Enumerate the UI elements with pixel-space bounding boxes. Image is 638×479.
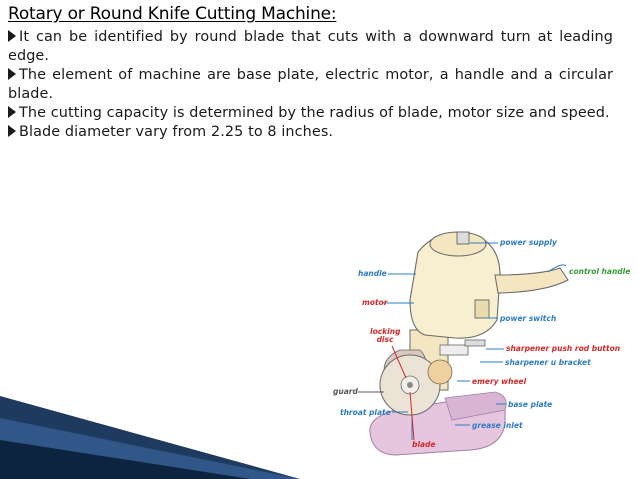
bullet-text: The cutting capacity is determined by the radius of blade, motor size and speed. bbox=[19, 105, 610, 121]
label-control-handle: control handle bbox=[569, 267, 631, 276]
label-base-plate: base plate bbox=[508, 400, 553, 409]
label-power-switch: power switch bbox=[500, 314, 557, 323]
label-throat-plate: throat plate bbox=[340, 408, 391, 417]
label-grease-inlet: grease inlet bbox=[472, 421, 523, 430]
label-locking-disc: locking disc bbox=[370, 327, 401, 344]
label-sharpener-push-rod-button: sharpener push rod button bbox=[506, 344, 621, 353]
label-blade: blade bbox=[412, 440, 436, 449]
label-sharpener-u-bracket: sharpener u bracket bbox=[505, 358, 591, 367]
bullet-text: It can be identified by round blade that cuts with a downward turn at leading edge. bbox=[8, 29, 613, 64]
label-emery-wheel: emery wheel bbox=[472, 377, 527, 386]
slide-title: Rotary or Round Knife Cutting Machine: bbox=[8, 4, 337, 24]
label-handle: handle bbox=[358, 269, 387, 278]
bullet-text: Blade diameter vary from 2.25 to 8 inches. bbox=[19, 124, 334, 140]
label-power-supply: power supply bbox=[500, 238, 557, 247]
bullet-text: The element of machine are base plate, electric motor, a handle and a circular blade. bbox=[8, 67, 613, 102]
label-motor: motor bbox=[362, 298, 388, 307]
label-guard: guard bbox=[333, 387, 358, 396]
